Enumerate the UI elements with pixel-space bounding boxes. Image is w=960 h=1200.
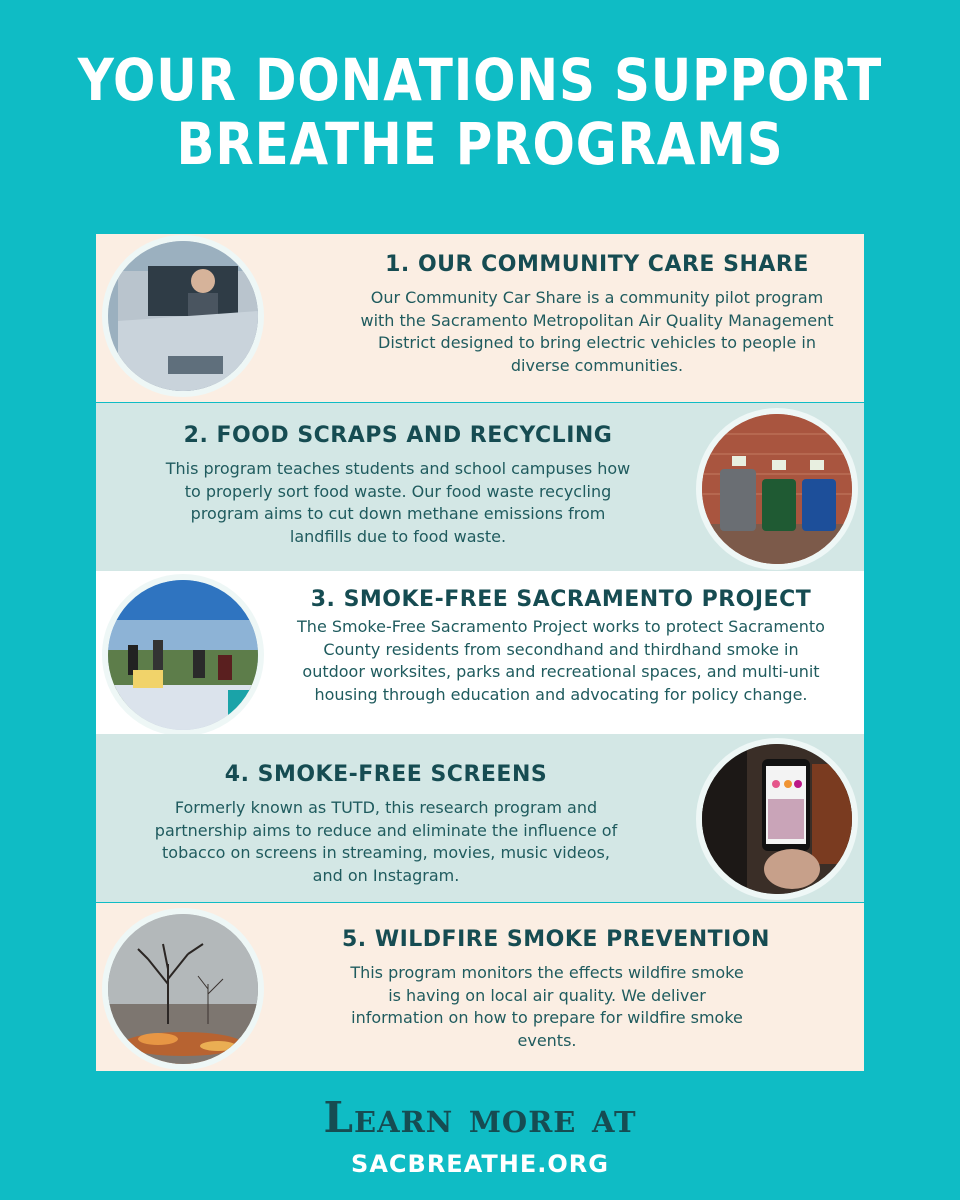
page-title-line-1: YOUR DONATIONS SUPPORT	[77, 46, 883, 114]
program-description: Our Community Car Share is a community pilot program with the Sacramento Metropolitan Air Quality Management District designed to bring electric vehicles to people in diverse communities.	[360, 288, 834, 375]
recycling-bins-photo	[696, 408, 858, 570]
program-title: 3. SMOKE-FREE SACRAMENTO PROJECT	[310, 587, 812, 612]
program-title: 5. WILDFIRE SMOKE PREVENTION	[342, 927, 770, 952]
wildfire-photo	[102, 908, 264, 1070]
program-description: This program monitors the effects wildfire smoke is having on local air quality. We deliver information on how to prepare for wildfire smoke events.	[350, 963, 744, 1050]
outreach-booth-photo	[102, 574, 264, 736]
phone-instagram-photo	[696, 738, 858, 900]
program-title: 4. SMOKE-FREE SCREENS	[224, 762, 548, 787]
learn-more-heading: Learn more at	[323, 1093, 637, 1142]
program-title: 1. OUR COMMUNITY CARE SHARE	[385, 252, 809, 277]
program-description: The Smoke-Free Sacramento Project works to protect Sacramento County residents from secondhand and thirdhand smoke in outdoor worksites, parks and recreational spaces, and multi-unit housing through education and advocating for policy change.	[297, 617, 825, 704]
car-share-photo	[102, 235, 264, 397]
page-title-line-2: BREATHE PROGRAMS	[176, 110, 784, 178]
program-description: This program teaches students and school campuses how to properly sort food waste. Our food waste recycling program aims to cut down methane emissions from landfills due to food waste.	[165, 459, 631, 546]
page-title	[67, 48, 893, 176]
program-description: Formerly known as TUTD, this research program and partnership aims to reduce and eliminate the influence of tobacco on screens in streaming, movies, music videos, and on Instagram.	[154, 798, 618, 885]
program-title: 2. FOOD SCRAPS AND RECYCLING	[183, 423, 613, 448]
website-link[interactable]: SACBREATHE.ORG	[351, 1150, 609, 1178]
